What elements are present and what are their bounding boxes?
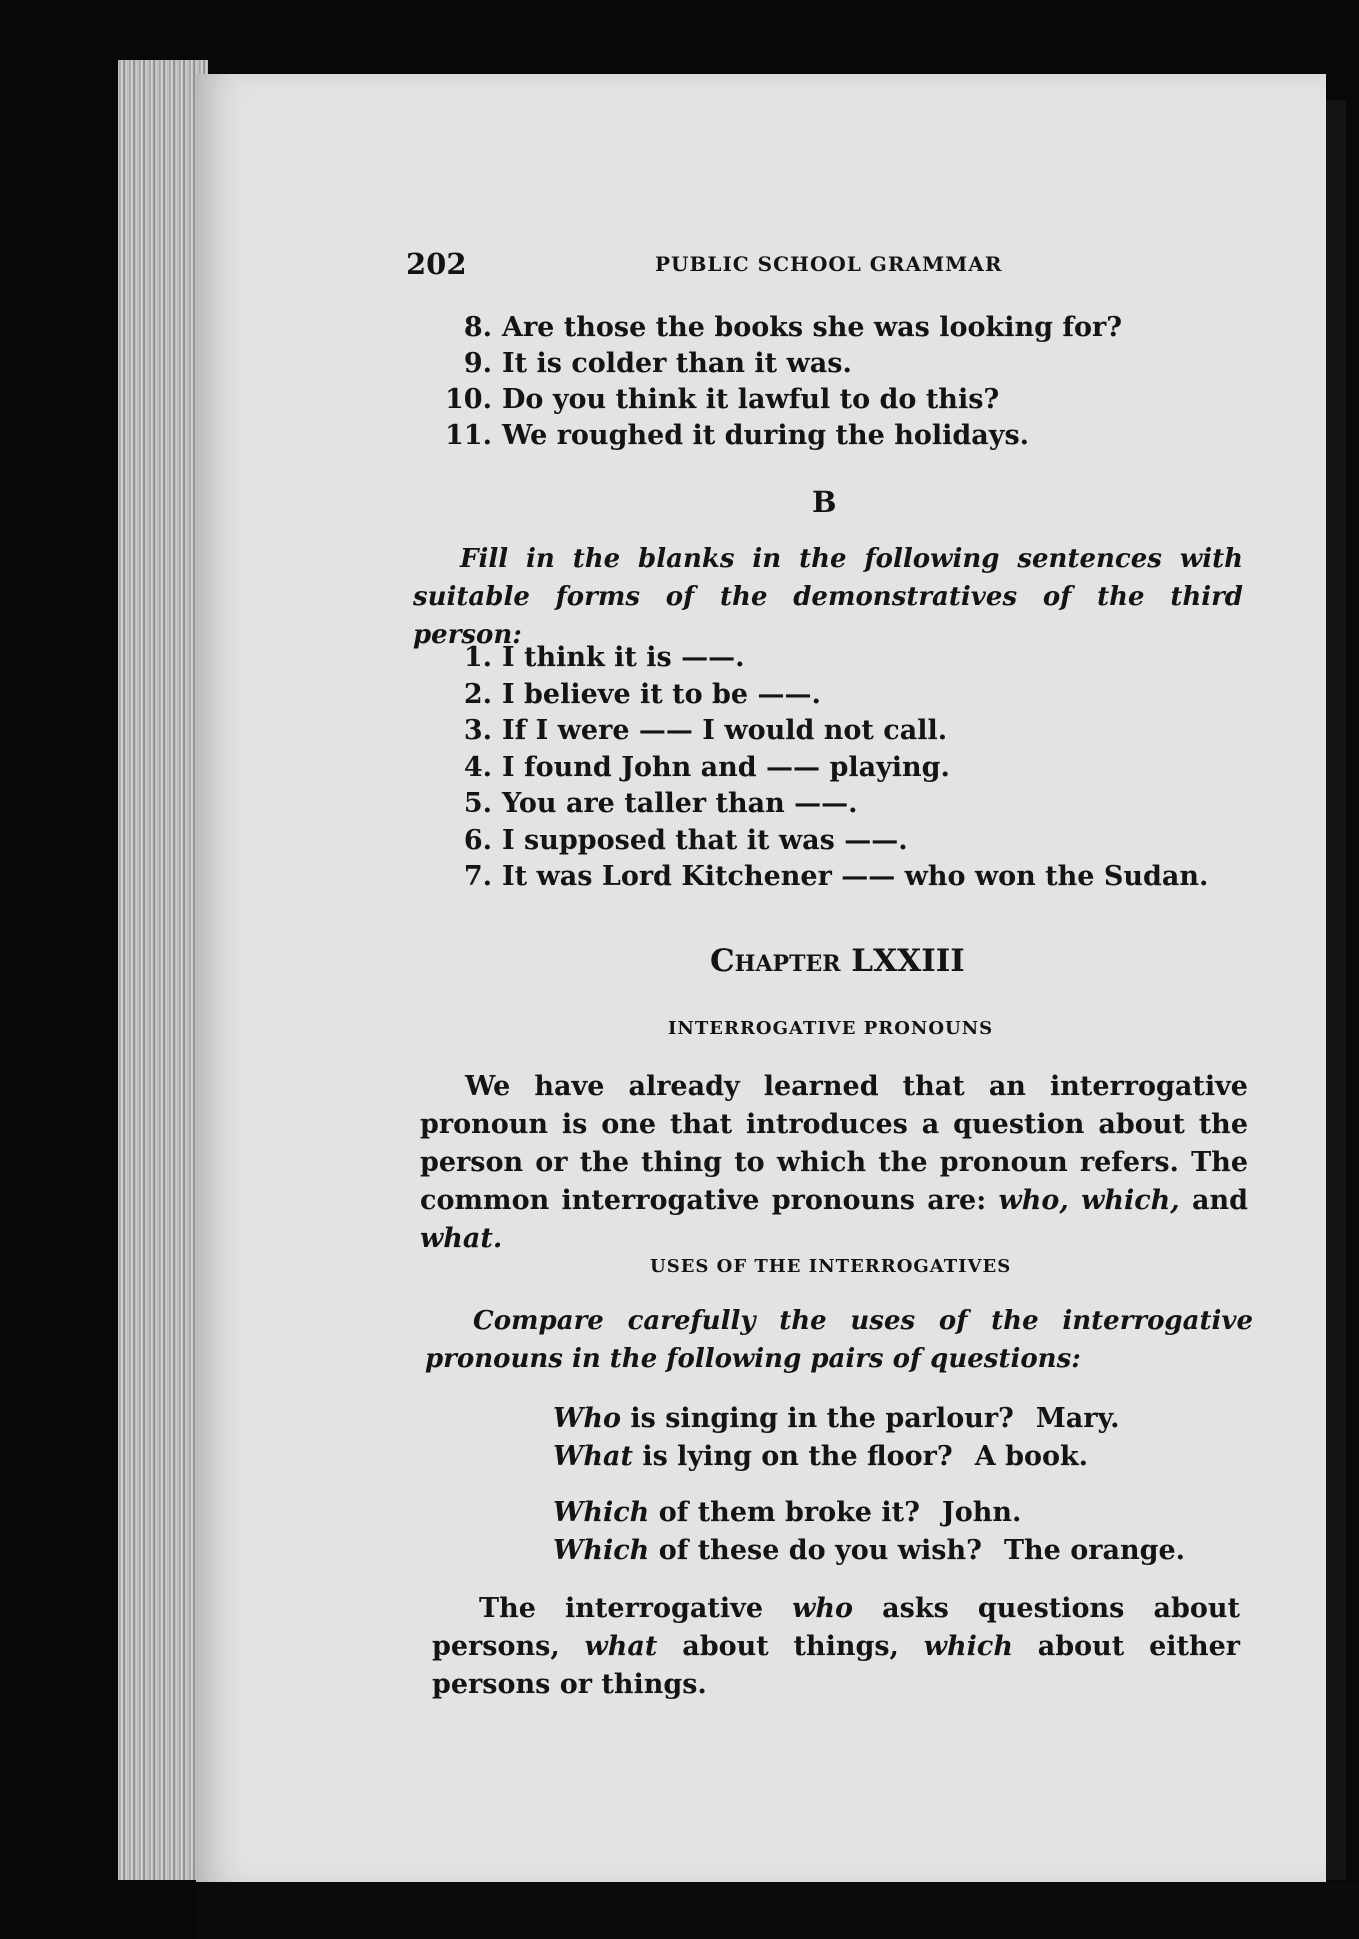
question-pair-line: What is lying on the floor? A book. [553,1441,1089,1472]
right-binding-shadow [1326,100,1346,1880]
section-b-instruction: Fill in the blanks in the following sentences with suitable forms of the demonstratives of the third person: [413,544,1243,650]
section-heading-b: B [812,485,837,519]
list-item: 11. We roughed it during the holidays. [445,420,1030,451]
book-page-edges [118,60,208,1880]
running-title: PUBLIC SCHOOL GRAMMAR [655,252,1003,276]
list-item: 10. Do you think it lawful to do this? [445,384,1000,415]
exercise-list-b [440,640,1208,896]
list-item: 6. I supposed that it was ——. [463,824,908,856]
exercise-list-a [440,310,1122,454]
list-item: 2. I believe it to be ——. [463,678,821,710]
intro-paragraph: We have already learned that an interrogative pronoun is one that introduces a question about the person or the thing to which the pronoun refers. The common interrogative pronouns are: who, which, and what. [420,1071,1249,1254]
list-item: 5. You are taller than ——. [463,788,858,819]
page-number: 202 [406,247,467,281]
list-item: 1. I think it is ——. [463,642,745,673]
list-item: 3. If I were —— I would not call. [463,715,948,746]
list-item: 7. It was Lord Kitchener —— who won the Sudan. [463,861,1209,892]
chapter-title: Chapter LXXIII [710,943,965,979]
question-pair-line: Which of these do you wish? The orange. [553,1535,1186,1566]
bottom-shadow [196,1882,1359,1939]
question-pair-line: Which of them broke it? John. [553,1497,1022,1528]
list-item: 8. Are those the books she was looking for? [463,312,1123,343]
question-pair-line: Who is singing in the parlour? Mary. [553,1403,1120,1434]
uses-instruction: Compare carefully the uses of the interrogative pronouns in the following pairs of questions: [425,1306,1253,1374]
list-item: 9. It is colder than it was. [463,348,852,379]
uses-heading: USES OF THE INTERROGATIVES [650,1256,1012,1277]
list-item: 4. I found John and —— playing. [463,751,950,783]
closing-paragraph: The interrogative who asks questions about persons, what about things, which about either persons or things. [432,1593,1241,1700]
chapter-subtitle: INTERROGATIVE PRONOUNS [668,1018,994,1039]
